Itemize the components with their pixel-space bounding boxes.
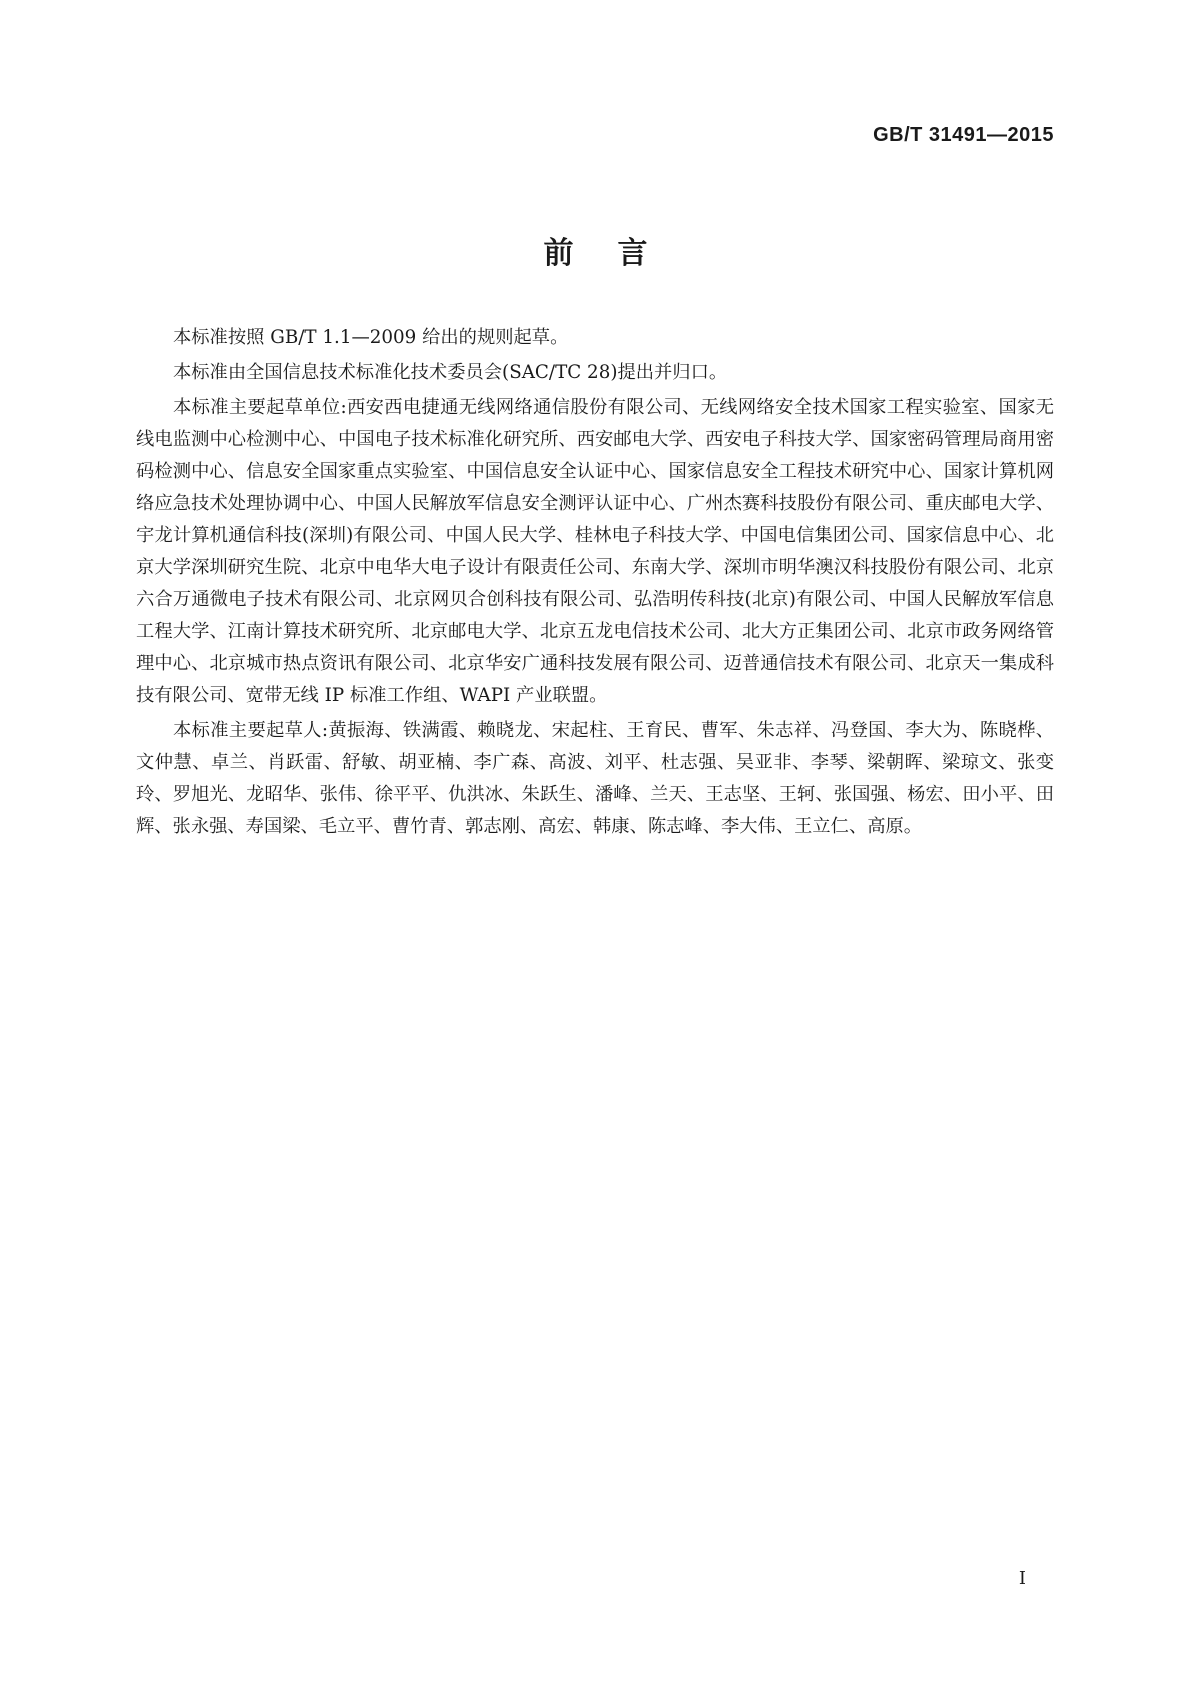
paragraph-drafting-units: 本标准主要起草单位:西安西电捷通无线网络通信股份有限公司、无线网络安全技术国家工程实验室、国家无线电监测中心检测中心、中国电子技术标准化研究所、西安邮电大学、西安电子科技大学、国家密码管理局商用密码检测中心、信息安全国家重点实验室、中国信息安全认证中心、国家信息安全工程技术研究中心、国家计算机网络应急技术处理协调中心、中国人民解放军信息安全测评认证中心、广州杰赛科技股份有限公司、重庆邮电大学、宇龙计算机通信科技(深圳)有限公司、中国人民大学、桂林电子科技大学、中国电信集团公司、国家信息中心、北京大学深圳研究生院、北京中电华大电子设计有限责任公司、东南大学、深圳市明华澳汉科技股份有限公司、北京六合万通微电子技术有限公司、北京网贝合创科技有限公司、弘浩明传科技(北京)有限公司、中国人民解放军信息工程大学、江南计算技术研究所、北京邮电大学、北京五龙电信技术公司、北大方正集团公司、北京市政务网络管理中心、北京城市热点资讯有限公司、北京华安广通科技发展有限公司、迈普通信技术有限公司、北京天一集成科技有限公司、宽带无线 IP 标准工作组、WAPI 产业联盟。 — [136, 397, 1054, 706]
page-number: I — [1018, 1568, 1026, 1589]
paragraph-drafting-rules: 本标准按照 GB/T 1.1—2009 给出的规则起草。 — [173, 327, 569, 348]
document-body — [136, 322, 1054, 846]
page-title: 前言 — [543, 236, 692, 271]
paragraph-proposer: 本标准由全国信息技术标准化技术委员会(SAC/TC 28)提出并归口。 — [173, 362, 728, 383]
standard-number: GB/T 31491—2015 — [873, 124, 1054, 146]
paragraph-drafters: 本标准主要起草人:黄振海、铁满霞、赖晓龙、宋起柱、王育民、曹军、朱志祥、冯登国、李大为、陈晓桦、文仲慧、卓兰、肖跃雷、舒敏、胡亚楠、李广森、高波、刘平、杜志强、吴亚非、李琴、梁朝晖、梁琼文、张变玲、罗旭光、龙昭华、张伟、徐平平、仇洪冰、朱跃生、潘峰、兰天、王志坚、王轲、张国强、杨宏、田小平、田辉、张永强、寿国梁、毛立平、曹竹青、郭志刚、高宏、韩康、陈志峰、李大伟、王立仁、高原。 — [136, 720, 1054, 837]
